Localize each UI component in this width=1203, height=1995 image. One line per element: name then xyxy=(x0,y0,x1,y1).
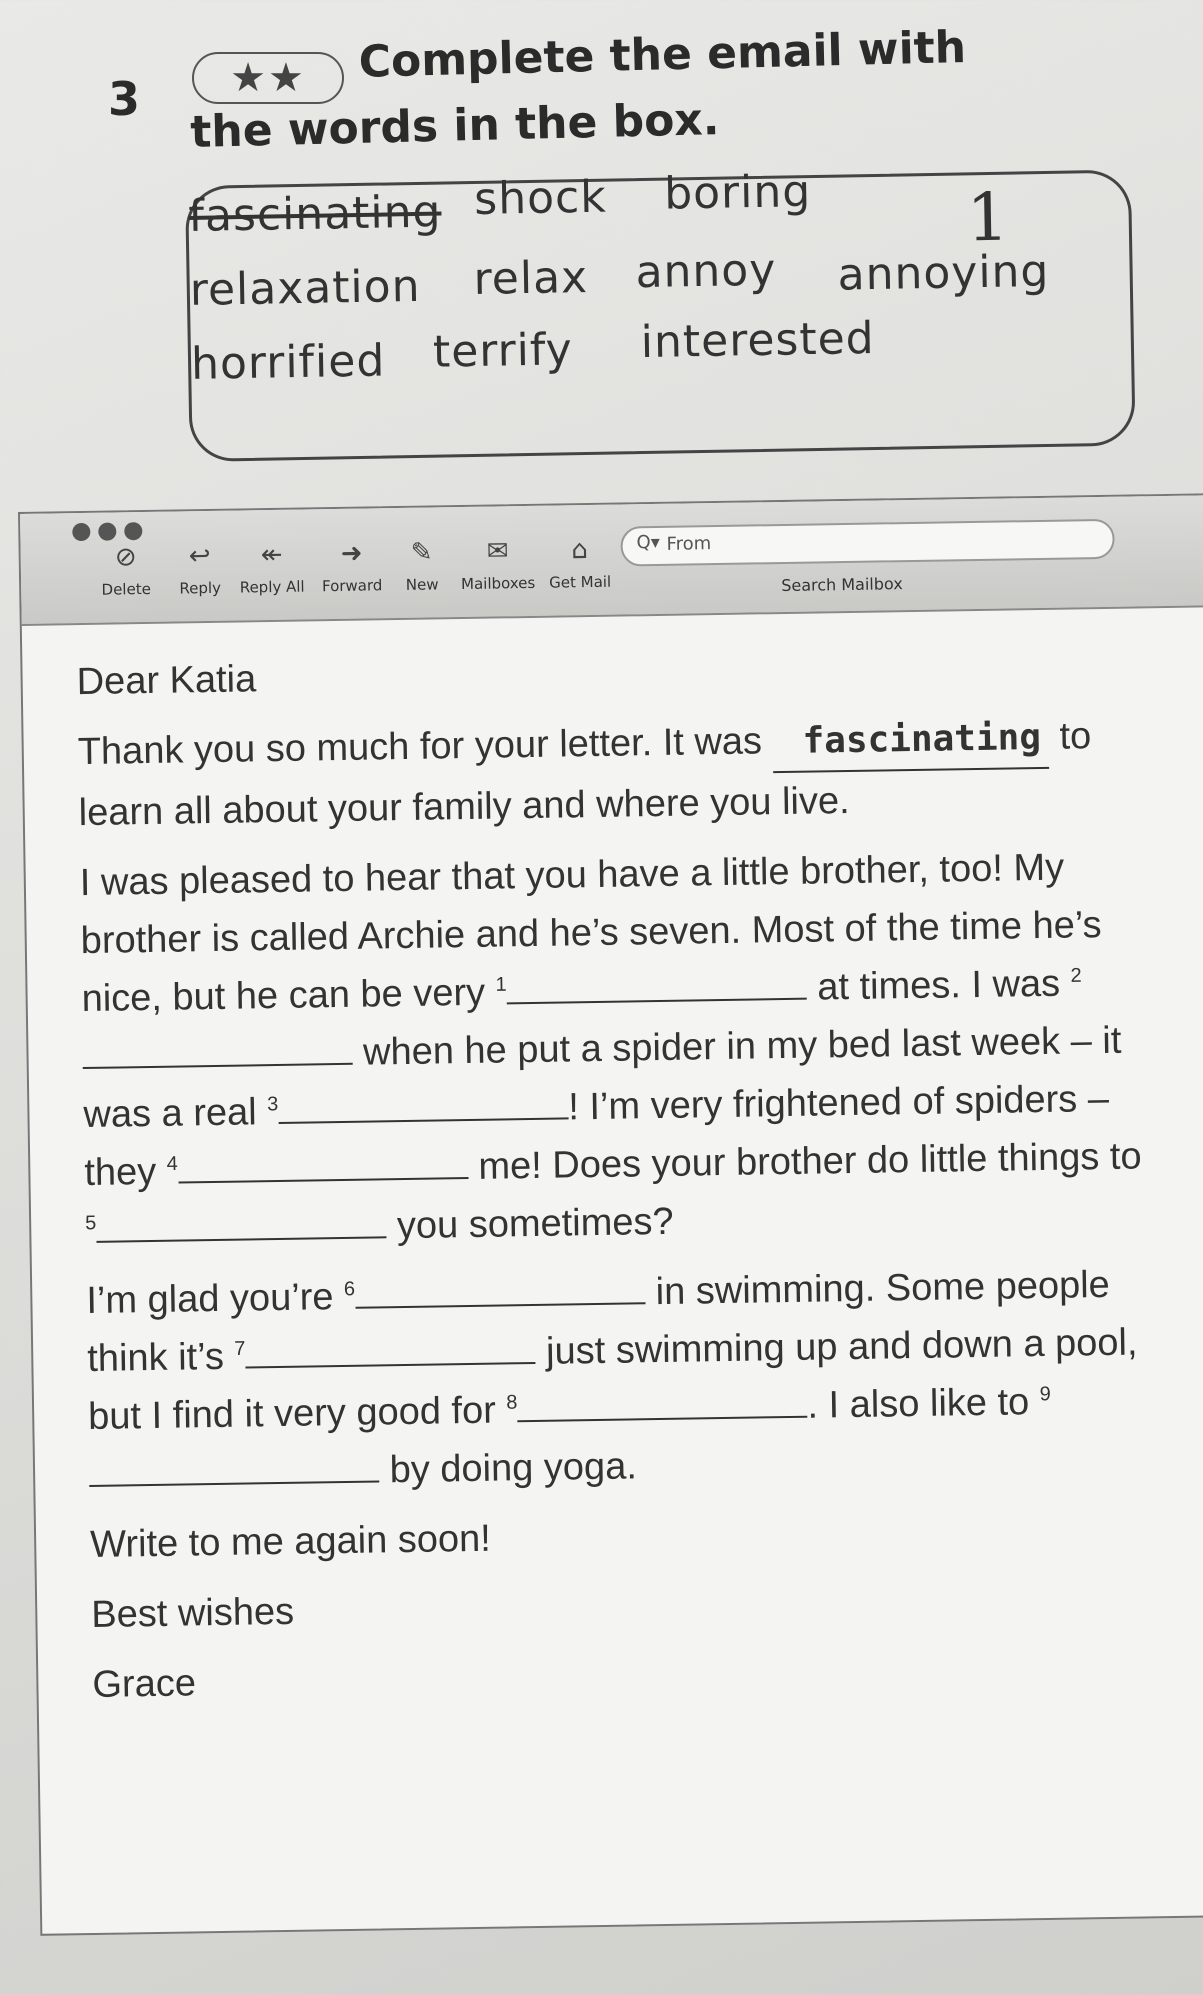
email-greeting: Dear Katia xyxy=(76,658,257,704)
answer-gap-1[interactable] xyxy=(506,964,807,1005)
reply-all-icon: ↞ xyxy=(260,539,283,571)
email-body xyxy=(76,636,1153,1726)
gap-number: 3 xyxy=(266,1093,279,1116)
answer-gap-3[interactable] xyxy=(278,1083,569,1124)
gap-number: 2 xyxy=(1070,964,1082,987)
get-mail-button[interactable]: ⌂ Get Mail xyxy=(549,535,612,592)
answer-gap-6[interactable] xyxy=(355,1268,646,1309)
email-closing: Write to me again soon! xyxy=(89,1517,492,1566)
word-fascinating: fascinating xyxy=(188,186,442,242)
word-relax: relax xyxy=(473,251,589,305)
gap-number: 9 xyxy=(1039,1383,1051,1406)
word-horrified: horrified xyxy=(190,335,386,390)
mailboxes-button[interactable]: ✉ Mailboxes xyxy=(460,536,536,594)
gap-number: 1 xyxy=(495,973,507,996)
search-icon: Q▾ xyxy=(636,531,660,554)
gap-number: 5 xyxy=(85,1212,97,1235)
word-annoy: annoy xyxy=(635,244,777,299)
minimize-window-icon[interactable] xyxy=(98,522,116,540)
exercise-instruction: Complete the email with the words in the box. xyxy=(189,22,967,158)
email-paragraph-2: I was pleased to hear that you have a little brother, too! My brother is called Archie and he’s seven. Most of the time he’s nice, but he can be very $^1$ at times. I was $^2$ when he put a spider in my bed last week – it was a real $^3$ ! I’m very frightened of spiders – they $^4$ me! Does your brother do little things to $^5$ you sometimes? xyxy=(79,846,1142,1248)
mailboxes-icon: ✉ xyxy=(486,536,509,567)
gap-number: 7 xyxy=(234,1337,246,1361)
answer-gap-9[interactable] xyxy=(89,1446,380,1487)
search-mailbox-input[interactable]: Q▾ From xyxy=(620,519,1115,567)
exercise-number: 3 xyxy=(108,72,141,126)
answer-gap-5[interactable] xyxy=(96,1202,387,1243)
answer-gap-2[interactable] xyxy=(82,1029,353,1069)
word-boring: boring xyxy=(663,166,812,220)
word-terrify: terrify xyxy=(432,324,574,378)
search-caption: Search Mailbox xyxy=(781,574,903,596)
word-box xyxy=(185,166,1136,461)
reply-all-button[interactable]: ↞ Reply All xyxy=(239,539,305,597)
word-relaxation: relaxation xyxy=(189,260,421,316)
word-annoying: annoying xyxy=(837,245,1050,301)
new-message-button[interactable]: ✎ New xyxy=(405,537,439,594)
answer-gap-4[interactable] xyxy=(178,1143,469,1184)
answer-gap-8[interactable] xyxy=(517,1382,808,1423)
difficulty-stars: ★★ xyxy=(192,52,344,104)
word-shock: shock xyxy=(473,171,608,225)
reply-icon: ↩ xyxy=(188,540,211,572)
mail-window xyxy=(18,493,1203,1936)
close-window-icon[interactable] xyxy=(72,523,90,541)
forward-button[interactable]: ➜ Forward xyxy=(321,538,383,596)
gap-number: 8 xyxy=(506,1391,518,1414)
email-sign-off: Best wishes xyxy=(91,1590,295,1636)
new-message-icon: ✎ xyxy=(410,537,433,568)
zoom-window-icon[interactable] xyxy=(124,522,142,540)
answer-gap-7[interactable] xyxy=(245,1328,536,1369)
reply-button[interactable]: ↩ Reply xyxy=(179,540,222,598)
delete-button[interactable]: ⊘ Delete xyxy=(101,542,152,599)
word-interested: interested xyxy=(640,312,876,369)
example-answer: fascinating xyxy=(772,709,1049,773)
gap-number: 4 xyxy=(166,1152,178,1176)
gap-number: 6 xyxy=(343,1278,356,1301)
window-controls xyxy=(72,522,142,541)
handwritten-mark: 1 xyxy=(966,178,1010,257)
delete-icon: ⊘ xyxy=(114,542,137,573)
email-signature: Grace xyxy=(92,1662,197,1706)
email-paragraph-1: Thank you so much for your letter. It was fascinating to learn all about your family and where you live. xyxy=(77,706,1139,842)
email-paragraph-3: I’m glad you’re $^6$ in swimming. Some people think it’s $^7$ just swimming up and down a pool, but I find it very good for $^8$ . I also like to $^9$ by doing yoga. xyxy=(86,1263,1138,1492)
get-mail-icon: ⌂ xyxy=(571,535,589,566)
mail-toolbar xyxy=(20,495,1203,626)
forward-icon: ➜ xyxy=(340,538,363,569)
